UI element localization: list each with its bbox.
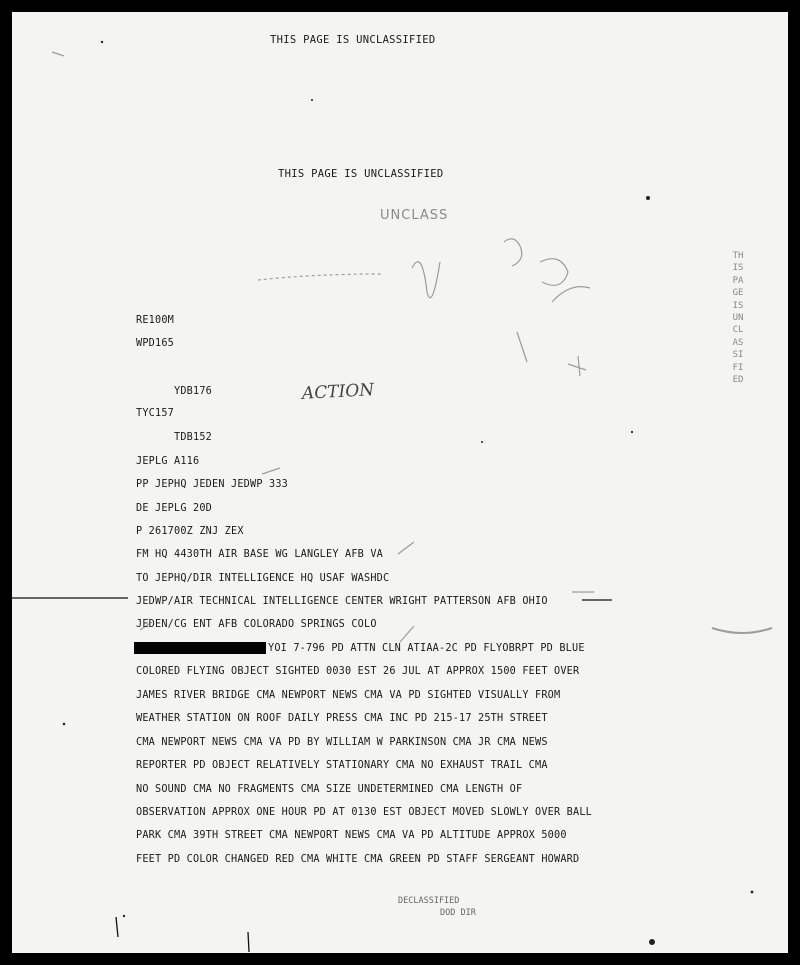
message-body-line: WEATHER STATION ON ROOF DAILY PRESS CMA INC PD 215-17 25TH STREET	[136, 713, 548, 724]
routing-line: TDB152	[174, 432, 213, 443]
routing-line: DE JEPLG 20D	[136, 503, 213, 514]
routing-line: WPD165	[136, 338, 175, 349]
message-body-line: PARK CMA 39TH STREET CMA NEWPORT NEWS CMA VA PD ALTITUDE APPROX 5000	[136, 830, 567, 841]
addressee-line: JEDWP/AIR TECHNICAL INTELLIGENCE CENTER WRIGHT PATTERSON AFB OHIO	[136, 596, 548, 607]
message-body-line: FEET PD COLOR CHANGED RED CMA WHITE CMA GREEN PD STAFF SERGEANT HOWARD	[136, 854, 580, 865]
declassified-stamp: DECLASSIFIED	[398, 896, 460, 906]
message-body-line: CMA NEWPORT NEWS CMA VA PD BY WILLIAM W PARKINSON CMA JR CMA NEWS	[136, 737, 548, 748]
classification-header-top: THIS PAGE IS UNCLASSIFIED	[270, 34, 436, 46]
routing-line: RE100M	[136, 315, 175, 326]
vertical-classification-stamp: THIS PAGE IS UNCLASSIFIED	[732, 251, 749, 386]
message-body-line: REPORTER PD OBJECT RELATIVELY STATIONARY CMA NO EXHAUST TRAIL CMA	[136, 760, 548, 771]
message-body-line: COLORED FLYING OBJECT SIGHTED 0030 EST 26 JUL AT APPROX 1500 FEET OVER	[136, 666, 580, 677]
unclass-stamp: UNCLASS	[380, 208, 449, 223]
addressee-line: JEDEN/CG ENT AFB COLORADO SPRINGS COLO	[136, 619, 377, 630]
from-line: FM HQ 4430TH AIR BASE WG LANGLEY AFB VA	[136, 549, 384, 560]
classification-header-mid: THIS PAGE IS UNCLASSIFIED	[278, 168, 444, 180]
routing-line: TYC157	[136, 408, 175, 419]
document-page	[12, 12, 788, 953]
message-body-line: YOI 7-796 PD ATTN CLN ATIAA-2C PD FLYOBRPT PD BLUE	[268, 643, 585, 654]
scan-artifacts	[12, 12, 788, 953]
to-line: TO JEPHQ/DIR INTELLIGENCE HQ USAF WASHDC	[136, 573, 390, 584]
routing-line: P 261700Z ZNJ ZEX	[136, 526, 244, 537]
routing-line: JEPLG A116	[136, 456, 200, 467]
message-body-line: JAMES RIVER BRIDGE CMA NEWPORT NEWS CMA VA PD SIGHTED VISUALLY FROM	[136, 690, 561, 701]
routing-line: YDB176	[174, 386, 213, 397]
routing-line: PP JEPHQ JEDEN JEDWP 333	[136, 479, 289, 490]
message-body-line: NO SOUND CMA NO FRAGMENTS CMA SIZE UNDETERMINED CMA LENGTH OF	[136, 784, 523, 795]
message-body-line: OBSERVATION APPROX ONE HOUR PD AT 0130 EST OBJECT MOVED SLOWLY OVER BALL	[136, 807, 593, 818]
dod-directive-label: DOD DIR	[440, 908, 476, 918]
action-handwritten-note: ACTION	[301, 380, 375, 404]
